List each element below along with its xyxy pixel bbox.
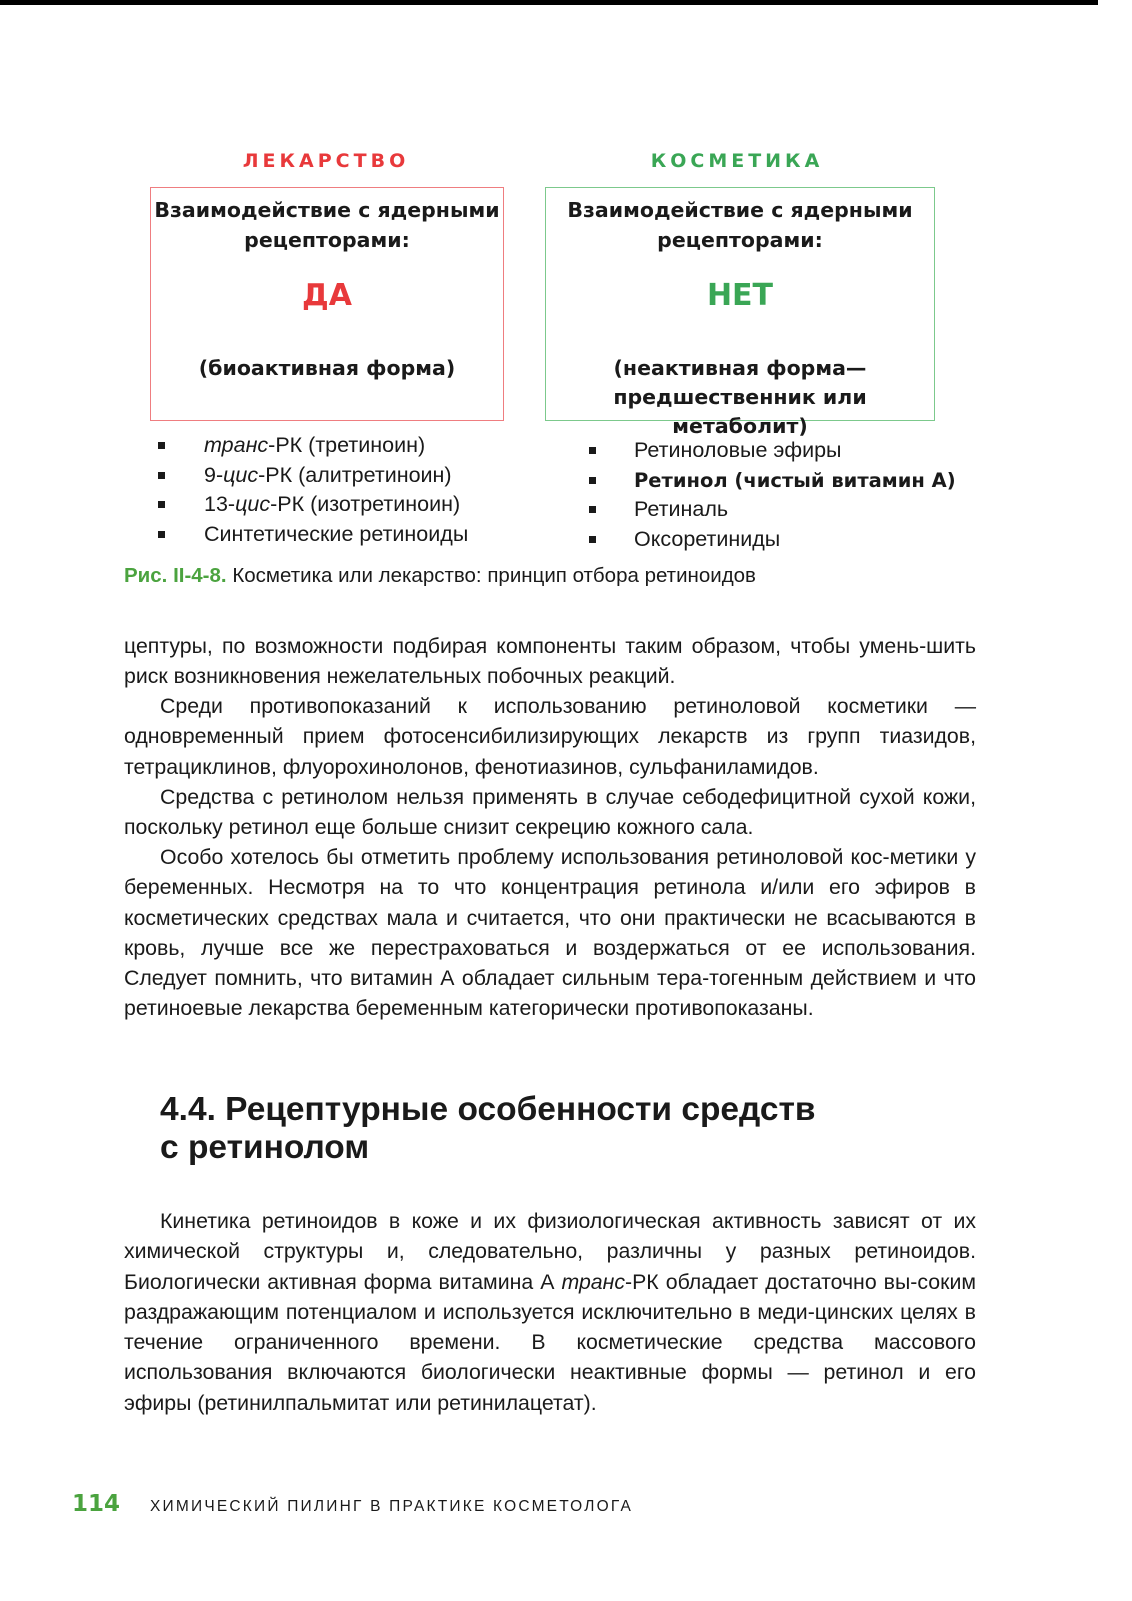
bullet-square-icon	[589, 447, 596, 454]
list-item	[158, 490, 468, 520]
figure-caption-text: Косметика или лекарство: принцип отбора ретиноидов	[226, 564, 756, 587]
list-item-text: -РК (алитретиноин)	[258, 462, 452, 487]
list-item-text: Оксоретиниды	[634, 526, 781, 551]
list-item-text: -РК (изотретиноин)	[270, 492, 461, 516]
list-item-italic: цис	[235, 492, 271, 516]
paragraph-text: Кинетика ретиноидов в коже и их физиологическая активность зависят от их химической структуры и, следовательно, различны у разных ретиноидов. Биологически активная форма витамина А	[124, 1209, 976, 1294]
section-title-line: с ретинолом	[160, 1129, 370, 1166]
bullet-square-icon	[589, 477, 596, 484]
bullet-square-icon	[589, 536, 596, 543]
paragraph: Особо хотелось бы отметить проблему использования ретиноловой кос-метики у беременных. Несмотря на то что концентрация ретинола и/или его эфиров в косметических средствах мала и считается, что они практически не всасываются в кровь, лучше все же перестраховаться и воздержаться от ее использования. Следует помнить, что витамин А обладает сильным тера-тогенным действием и что ретиноевые лекарства беременным категорически противопоказаны.	[124, 845, 976, 1021]
list-item-text: Ретиноловые эфиры	[634, 438, 842, 462]
list-item-text: -РК (третиноин)	[268, 433, 426, 457]
top-rule	[0, 0, 1098, 5]
list-item	[589, 466, 956, 496]
paragraph: цептуры, по возможности подбирая компоненты таким образом, чтобы умень-шить риск возникновения нежелательных побочных реакций.	[124, 634, 976, 689]
bullet-square-icon	[158, 531, 165, 538]
drug-box-heading: Взаимодействие с ядерными рецепторами:	[154, 198, 500, 252]
drug-box	[150, 187, 504, 421]
cosmetic-verdict: НЕТ	[706, 278, 774, 313]
list-item-italic: транс	[204, 433, 269, 457]
paragraph: Средства с ретинолом нельзя применять в случае себодефицитной сухой кожи, поскольку ретинол еще больше снизит секрецию кожного сала.	[124, 785, 976, 840]
page-number: 114	[72, 1491, 121, 1517]
drug-bullet-list	[158, 431, 468, 549]
paragraph-italic: транс	[561, 1269, 625, 1294]
list-item-lead: 13-	[204, 492, 236, 516]
cosmetic-column-header: КОСМЕТИКА	[650, 150, 824, 172]
list-item-text: Ретиналь	[634, 497, 729, 521]
section-title-line: 4.4. Рецептурные особенности средств	[160, 1091, 816, 1128]
figure-number: Рис. II-4-8.	[124, 564, 227, 587]
list-item	[158, 431, 468, 461]
paragraph: Среди противопоказаний к использованию ретиноловой косметики — одновременный прием фотосенсибилизирующих лекарств из групп тиазидов, тетрациклинов, флуорохинолонов, фенотиазинов, сульфаниламидов.	[124, 694, 976, 779]
cosmetic-box-heading: Взаимодействие с ядерными рецепторами:	[567, 198, 913, 252]
bullet-square-icon	[158, 472, 165, 479]
cosmetic-form-label: (неактивная форма— предшественник или метаболит)	[613, 356, 867, 438]
list-item-text: Синтетические ретиноиды	[204, 521, 469, 546]
list-item	[158, 520, 468, 550]
bullet-square-icon	[589, 506, 596, 513]
list-item-lead: 9-	[204, 462, 224, 487]
list-item-italic: цис	[223, 462, 259, 487]
paragraph	[124, 1206, 976, 1418]
section-title	[160, 1091, 816, 1167]
cosmetic-box	[545, 187, 935, 438]
running-footer-title: ХИМИЧЕСКИЙ ПИЛИНГ В ПРАКТИКЕ КОСМЕТОЛОГА	[150, 1498, 633, 1515]
bullet-square-icon	[158, 442, 165, 449]
bullet-square-icon	[158, 501, 165, 508]
cosmetic-bullet-list	[589, 436, 956, 554]
list-item	[589, 495, 956, 525]
list-item	[589, 525, 956, 555]
figure-caption	[124, 564, 756, 588]
list-item	[589, 436, 956, 466]
list-item-text: Ретинол (чистый витамин А)	[634, 468, 956, 492]
drug-verdict: ДА	[302, 278, 352, 313]
list-item	[158, 461, 468, 491]
drug-column-header: ЛЕКАРСТВО	[242, 150, 410, 172]
paragraph-text: -РК обладает достаточно вы-соким раздражающим потенциалом и используется исключительно в меди-цинских целях в течение ограниченного времени. В косметические средства массового использования включаются биологически неактивные формы — ретинол и его эфиры (ретинилпальмитат или ретинилацетат).	[124, 1269, 976, 1415]
drug-form-label: (биоактивная форма)	[198, 356, 456, 380]
